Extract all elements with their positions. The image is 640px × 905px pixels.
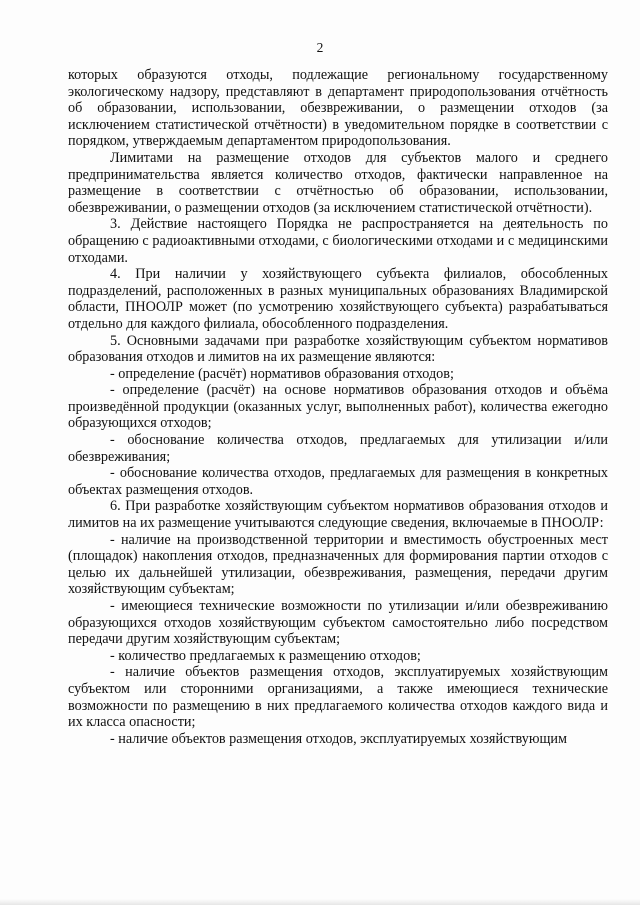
list-item: - определение (расчёт) на основе нормативов образования отходов и объёма произведённой продукции (оказанных услуг, выполненных работ), количества ежегодно образующихся отходов; [68, 382, 608, 432]
paragraph: 4. При наличии у хозяйствующего субъекта филиалов, обособленных подразделений, расположенных в разных муниципальных образованиях Владимирской области, ПНООЛР может (по усмотрению хозяйствующего субъекта) разрабатываться отдельно для каждого филиала, обособленного подразделения. [68, 266, 608, 332]
paragraph: 5. Основными задачами при разработке хозяйствующим субъектом нормативов образования отходов и лимитов на их размещение являются: [68, 332, 608, 366]
list-item: - количество предлагаемых к размещению отходов; [110, 647, 421, 664]
page-number: 2 [316, 40, 324, 55]
list-item: - наличие объектов размещения отходов, эксплуатируемых хозяйствующим [110, 730, 567, 747]
list-item: - наличие объектов размещения отходов, эксплуатируемых хозяйствующим субъектом или сторонними организациями, а также имеющиеся технические возможности по размещению в них предлагаемого количества отходов каждого вида и их класса опасности; [68, 664, 608, 731]
paragraph: 3. Действие настоящего Порядка не распространяется на деятельность по обращению с радиоактивными отходами, с биологическими отходами и с медицинскими отходами. [68, 216, 608, 266]
list-item: - определение (расчёт) нормативов образования отходов; [110, 365, 454, 382]
list-item: - обоснование количества отходов, предлагаемых для размещения в конкретных объектах размещения отходов. [68, 465, 608, 498]
paragraph: которых образуются отходы, подлежащие региональному государственному экологическому надзору, представляют в департамент природопользования отчётность об образовании, использовании, обезвреживании, о размещении отходов (за исключением статистической отчётности) в уведомительном порядке в соответствии с порядком, утверждаемым департаментом природопользования. [68, 67, 608, 150]
list-item: - обоснование количества отходов, предлагаемых для утилизации и/или обезвреживания; [68, 432, 608, 465]
list-item: - имеющиеся технические возможности по утилизации и/или обезвреживанию образующихся отходов хозяйствующим субъектом самостоятельно либо посредством передачи другим хозяйствующим субъектам; [68, 598, 608, 648]
scan-edge [0, 899, 640, 905]
paragraph: Лимитами на размещение отходов для субъектов малого и среднего предпринимательства является количество отходов, фактически направленное на размещение в соответствии с отчётностью об образовании, использовании, обезвреживании, о размещении отходов (за исключением статистической отчётности). [68, 149, 608, 216]
list-item: - наличие на производственной территории и вместимость обустроенных мест (площадок) накопления отходов, предназначенных для формирования партии отходов с целью их дальнейшей утилизации, обезвреживания, размещения, передачи другим хозяйствующим субъектам; [68, 531, 608, 598]
document-body [68, 67, 608, 747]
paragraph: 6. При разработке хозяйствующим субъектом нормативов образования отходов и лимитов на их размещение учитываются следующие сведения, включаемые в ПНООЛР: [68, 498, 608, 532]
